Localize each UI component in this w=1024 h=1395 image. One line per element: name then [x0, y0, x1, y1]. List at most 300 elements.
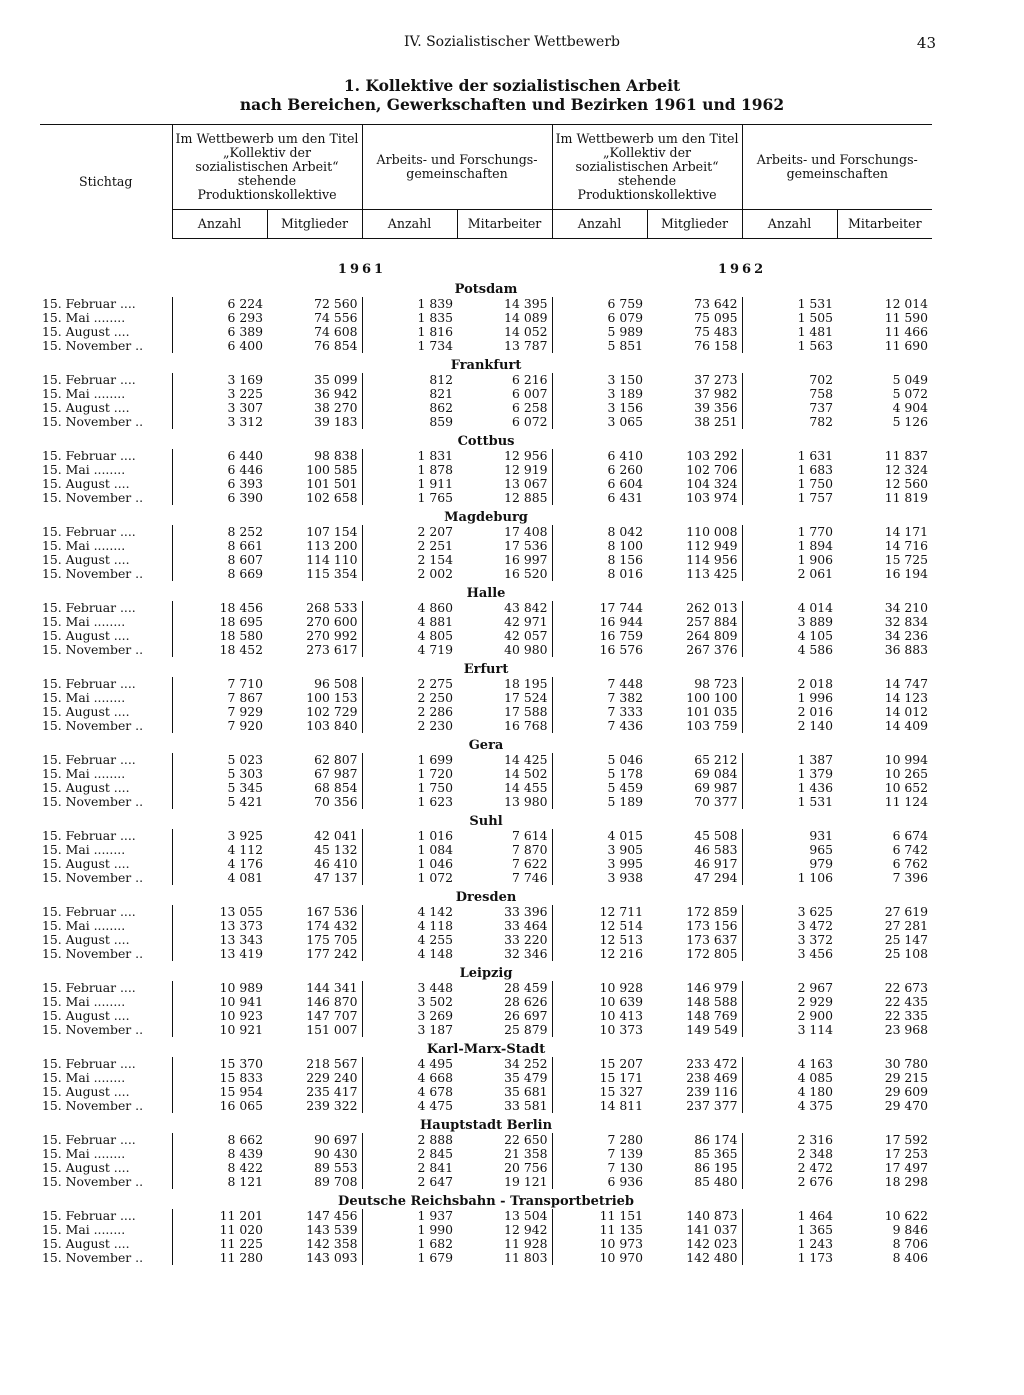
table-cell: 262 013 [686, 600, 738, 615]
table-cell: 10 413 [552, 1009, 647, 1023]
table-row [40, 1057, 932, 1071]
table-cell: 3 472 [742, 919, 837, 933]
table-row [40, 795, 932, 809]
table-cell: 104 324 [686, 476, 738, 491]
table-cell: 12 885 [504, 490, 548, 505]
table-cell: 2 676 [742, 1175, 837, 1189]
table-cell: 140 873 [686, 1208, 738, 1223]
table-row [40, 1099, 932, 1113]
table-cell: 47 137 [314, 870, 358, 885]
table-cell: 6 400 [172, 339, 267, 353]
row-label: 15. November .. [42, 566, 144, 581]
table-cell: 11 819 [884, 490, 929, 505]
table-cell: 36 883 [884, 642, 929, 657]
table-cell: 34 252 [504, 1056, 548, 1071]
table-cell: 6 007 [512, 386, 548, 401]
table-cell: 17 592 [884, 1132, 929, 1147]
table-cell: 4 375 [742, 1099, 837, 1113]
table-cell: 6 390 [172, 491, 267, 505]
table-cell: 28 459 [504, 980, 548, 995]
table-cell: 6 216 [512, 372, 548, 387]
table-cell: 8 156 [552, 553, 647, 567]
table-cell: 100 585 [306, 462, 358, 477]
table-cell: 39 183 [314, 414, 358, 429]
table-cell: 13 067 [504, 476, 548, 491]
district-name: Leipzig [459, 966, 513, 981]
table-cell: 14 409 [884, 718, 929, 733]
table-cell: 72 560 [314, 296, 358, 311]
table-cell: 103 974 [686, 490, 738, 505]
table-cell: 47 294 [694, 870, 738, 885]
table-cell: 15 327 [552, 1085, 647, 1099]
table-cell: 3 225 [172, 387, 267, 401]
table-cell: 32 834 [884, 614, 929, 629]
table-cell: 4 014 [742, 601, 837, 615]
header-sub: Anzahl [552, 210, 647, 239]
table-cell: 3 456 [742, 947, 837, 961]
table-row [40, 477, 932, 491]
table-cell: 931 [742, 829, 837, 843]
table-row [40, 297, 932, 311]
table-cell: 8 121 [172, 1175, 267, 1189]
table-cell: 74 556 [314, 310, 358, 325]
table-cell: 146 979 [686, 980, 738, 995]
table-cell: 1 765 [362, 491, 457, 505]
table-cell: 146 870 [306, 994, 358, 1009]
table-cell: 6 604 [552, 477, 647, 491]
table-row [40, 311, 932, 325]
table-row [40, 767, 932, 781]
table-cell: 1 365 [742, 1223, 837, 1237]
table-cell: 8 661 [172, 539, 267, 553]
table-cell: 86 174 [694, 1132, 738, 1147]
table-cell: 6 260 [552, 463, 647, 477]
table-cell: 5 851 [552, 339, 647, 353]
table-cell: 859 [362, 415, 457, 429]
table-row [40, 1023, 932, 1037]
district-name: Dresden [455, 890, 517, 905]
row-label: 15. Februar .... [42, 980, 136, 995]
table-cell: 42 057 [504, 628, 548, 643]
table-cell: 35 099 [314, 372, 358, 387]
table-cell: 37 273 [694, 372, 738, 387]
table-cell: 12 956 [504, 448, 548, 463]
table-cell: 22 650 [504, 1132, 548, 1147]
table-cell: 3 156 [552, 401, 647, 415]
table-cell: 2 207 [362, 525, 457, 539]
table-cell: 11 928 [504, 1236, 548, 1251]
table-cell: 4 668 [362, 1071, 457, 1085]
table-cell: 96 508 [314, 676, 358, 691]
table-cell: 34 210 [884, 600, 929, 615]
table-row [40, 615, 932, 629]
table-title-line-2: nach Bereichen, Gewerkschaften und Bezirken 1961 und 1962 [239, 95, 785, 114]
table-cell: 3 269 [362, 1009, 457, 1023]
table-title [0, 76, 1024, 114]
row-label: 15. August .... [42, 1008, 130, 1023]
table-cell: 15 833 [172, 1071, 267, 1085]
table-cell: 4 586 [742, 643, 837, 657]
table-cell: 2 016 [742, 705, 837, 719]
row-label: 15. August .... [42, 628, 130, 643]
table-cell: 11 225 [172, 1237, 267, 1251]
table-row [40, 1009, 932, 1023]
table-cell: 4 015 [552, 829, 647, 843]
table-cell: 2 275 [362, 677, 457, 691]
table-cell: 2 002 [362, 567, 457, 581]
table-cell: 8 100 [552, 539, 647, 553]
table-cell: 33 464 [504, 918, 548, 933]
table-cell: 16 520 [504, 566, 548, 581]
district-name: Hauptstadt Berlin [420, 1118, 553, 1133]
row-label: 15. August .... [42, 400, 130, 415]
table-row [40, 539, 932, 553]
table-cell: 7 929 [172, 705, 267, 719]
table-row [40, 719, 932, 733]
table-row [40, 781, 932, 795]
table-cell: 5 459 [552, 781, 647, 795]
table-row [40, 829, 932, 843]
table-cell: 1 757 [742, 491, 837, 505]
table-cell: 89 553 [314, 1160, 358, 1175]
row-label: 15. November .. [42, 414, 144, 429]
table-cell: 5 049 [892, 372, 929, 387]
table-cell: 7 710 [172, 677, 267, 691]
table-row [40, 1147, 932, 1161]
district-name: Magdeburg [444, 510, 528, 525]
table-cell: 8 422 [172, 1161, 267, 1175]
district-header-row [40, 429, 932, 449]
table-cell: 2 250 [362, 691, 457, 705]
table-cell: 1 072 [362, 871, 457, 885]
table-cell: 76 854 [314, 338, 358, 353]
table-cell: 10 989 [172, 981, 267, 995]
row-label: 15. August .... [42, 1236, 130, 1251]
district-name: Deutsche Reichsbahn - Transportbetrieb [338, 1194, 634, 1209]
table-cell: 29 609 [884, 1084, 929, 1099]
table-cell: 15 725 [884, 552, 929, 567]
table-cell: 2 929 [742, 995, 837, 1009]
table-cell: 2 888 [362, 1133, 457, 1147]
table-cell: 148 769 [686, 1008, 738, 1023]
table-cell: 1 839 [362, 297, 457, 311]
table-cell: 38 251 [694, 414, 738, 429]
table-cell: 5 189 [552, 795, 647, 809]
table-cell: 965 [742, 843, 837, 857]
table-cell: 73 642 [694, 296, 738, 311]
table-cell: 3 312 [172, 415, 267, 429]
table-body [40, 239, 932, 1266]
table-cell: 22 435 [884, 994, 929, 1009]
table-cell: 11 135 [552, 1223, 647, 1237]
table-cell: 7 382 [552, 691, 647, 705]
header-sub: Mitarbeiter [457, 210, 552, 239]
table-title-line-1: 1. Kollektive der sozialistischen Arbeit [343, 76, 681, 95]
table-cell: 70 356 [314, 794, 358, 809]
table-cell: 1 016 [362, 829, 457, 843]
table-cell: 142 358 [306, 1236, 358, 1251]
table-cell: 172 805 [686, 946, 738, 961]
row-label: 15. Februar .... [42, 372, 136, 387]
table-cell: 270 600 [306, 614, 358, 629]
table-cell: 3 905 [552, 843, 647, 857]
table-cell: 70 377 [694, 794, 738, 809]
table-cell: 1 531 [742, 795, 837, 809]
table-cell: 7 396 [892, 870, 929, 885]
table-row [40, 947, 932, 961]
header-sub: Mitarbeiter [837, 210, 932, 239]
table-cell: 42 041 [314, 828, 358, 843]
table-cell: 8 406 [892, 1250, 929, 1265]
table-cell: 30 780 [884, 1056, 929, 1071]
table-cell: 8 016 [552, 567, 647, 581]
table-row [40, 567, 932, 581]
table-cell: 5 126 [892, 414, 929, 429]
table-cell: 11 466 [884, 324, 929, 339]
table-cell: 69 987 [694, 780, 738, 795]
table-cell: 114 956 [686, 552, 738, 567]
table-cell: 21 358 [504, 1146, 548, 1161]
table-cell: 143 539 [306, 1222, 358, 1237]
table-cell: 11 837 [884, 448, 929, 463]
district-header-row [40, 505, 932, 525]
row-label: 15. Mai ........ [42, 614, 126, 629]
table-cell: 69 084 [694, 766, 738, 781]
district-header-row [40, 657, 932, 677]
table-cell: 16 576 [552, 643, 647, 657]
table-cell: 141 037 [686, 1222, 738, 1237]
row-label: 15. August .... [42, 932, 130, 947]
row-label: 15. November .. [42, 1022, 144, 1037]
table-cell: 1 699 [362, 753, 457, 767]
table-cell: 14 012 [884, 704, 929, 719]
table-cell: 101 501 [306, 476, 358, 491]
row-label: 15. Mai ........ [42, 766, 126, 781]
table-cell: 4 112 [172, 843, 267, 857]
table-cell: 237 377 [686, 1098, 738, 1113]
table-cell: 6 224 [172, 297, 267, 311]
table-cell: 7 867 [172, 691, 267, 705]
table-cell: 43 842 [504, 600, 548, 615]
table-cell: 75 483 [694, 324, 738, 339]
table-row [40, 415, 932, 429]
table-cell: 15 171 [552, 1071, 647, 1085]
table-cell: 12 513 [552, 933, 647, 947]
table-cell: 1 387 [742, 753, 837, 767]
table-cell: 86 195 [694, 1160, 738, 1175]
header-group-2: Arbeits- und Forschungs-gemeinschaften [362, 125, 552, 210]
table-cell: 25 108 [884, 946, 929, 961]
table-cell: 4 163 [742, 1057, 837, 1071]
table-cell: 17 744 [552, 601, 647, 615]
table-cell: 8 042 [552, 525, 647, 539]
table-cell: 32 346 [504, 946, 548, 961]
table-cell: 10 652 [884, 780, 929, 795]
table-cell: 10 994 [884, 752, 929, 767]
row-label: 15. Februar .... [42, 1056, 136, 1071]
table-cell: 10 373 [552, 1023, 647, 1037]
table-cell: 7 139 [552, 1147, 647, 1161]
row-label: 15. Mai ........ [42, 538, 126, 553]
table-cell: 8 439 [172, 1147, 267, 1161]
table-cell: 45 132 [314, 842, 358, 857]
table-cell: 4 148 [362, 947, 457, 961]
table-cell: 22 335 [884, 1008, 929, 1023]
table-cell: 6 072 [512, 414, 548, 429]
header-sub: Anzahl [362, 210, 457, 239]
row-label: 15. August .... [42, 324, 130, 339]
table-cell: 3 114 [742, 1023, 837, 1037]
table-cell: 10 921 [172, 1023, 267, 1037]
row-label: 15. Mai ........ [42, 462, 126, 477]
table-cell: 18 456 [172, 601, 267, 615]
table-cell: 3 502 [362, 995, 457, 1009]
table-row [40, 857, 932, 871]
table-cell: 173 637 [686, 932, 738, 947]
row-label: 15. November .. [42, 946, 144, 961]
table-cell: 11 151 [552, 1209, 647, 1223]
row-label: 15. November .. [42, 490, 144, 505]
table-cell: 142 023 [686, 1236, 738, 1251]
table-cell: 239 322 [306, 1098, 358, 1113]
row-label: 15. August .... [42, 552, 130, 567]
table-cell: 16 194 [884, 566, 929, 581]
table-cell: 1 720 [362, 767, 457, 781]
table-cell: 11 020 [172, 1223, 267, 1237]
table-cell: 1 770 [742, 525, 837, 539]
row-label: 15. Februar .... [42, 296, 136, 311]
row-label: 15. Mai ........ [42, 690, 126, 705]
table-cell: 6 258 [512, 400, 548, 415]
table-cell: 23 968 [884, 1022, 929, 1037]
table-cell: 22 673 [884, 980, 929, 995]
table-cell: 90 697 [314, 1132, 358, 1147]
table-cell: 112 949 [686, 538, 738, 553]
table-row [40, 629, 932, 643]
row-label: 15. Februar .... [42, 1208, 136, 1223]
table-cell: 110 008 [686, 524, 738, 539]
table-cell: 5 989 [552, 325, 647, 339]
district-name: Karl-Marx-Stadt [426, 1042, 546, 1057]
year-row [40, 239, 932, 278]
table-cell: 273 617 [306, 642, 358, 657]
table-row [40, 387, 932, 401]
table-cell: 14 425 [504, 752, 548, 767]
table-row [40, 1085, 932, 1099]
table-cell: 6 759 [552, 297, 647, 311]
table-cell: 5 421 [172, 795, 267, 809]
table-cell: 5 046 [552, 753, 647, 767]
district-header-row [40, 1113, 932, 1133]
table-cell: 28 626 [504, 994, 548, 1009]
table-cell: 264 809 [686, 628, 738, 643]
table-cell: 218 567 [306, 1056, 358, 1071]
table-cell: 5 023 [172, 753, 267, 767]
table-cell: 3 187 [362, 1023, 457, 1037]
header-sub: Anzahl [172, 210, 267, 239]
table-cell: 65 212 [694, 752, 738, 767]
table-cell: 1 996 [742, 691, 837, 705]
row-label: 15. November .. [42, 338, 144, 353]
row-label: 15. Mai ........ [42, 1146, 126, 1161]
table-cell: 3 065 [552, 415, 647, 429]
table-cell: 702 [742, 373, 837, 387]
table-cell: 1 682 [362, 1237, 457, 1251]
table-cell: 46 583 [694, 842, 738, 857]
table-cell: 2 140 [742, 719, 837, 733]
table-cell: 238 469 [686, 1070, 738, 1085]
table-cell: 102 706 [686, 462, 738, 477]
table-cell: 149 549 [686, 1022, 738, 1037]
table-cell: 17 588 [504, 704, 548, 719]
table-cell: 10 970 [552, 1251, 647, 1265]
table-cell: 102 729 [306, 704, 358, 719]
table-cell: 25 879 [504, 1022, 548, 1037]
table-cell: 7 130 [552, 1161, 647, 1175]
table-cell: 7 746 [512, 870, 548, 885]
table-cell: 114 110 [306, 552, 358, 567]
table-cell: 4 719 [362, 643, 457, 657]
row-label: 15. Mai ........ [42, 918, 126, 933]
table-cell: 8 607 [172, 553, 267, 567]
table-row [40, 401, 932, 415]
table-cell: 2 647 [362, 1175, 457, 1189]
table-cell: 13 980 [504, 794, 548, 809]
table-cell: 3 925 [172, 829, 267, 843]
table-cell: 4 176 [172, 857, 267, 871]
table-cell: 7 448 [552, 677, 647, 691]
row-label: 15. Februar .... [42, 1132, 136, 1147]
table-cell: 14 811 [552, 1099, 647, 1113]
row-label: 15. November .. [42, 1174, 144, 1189]
table-cell: 102 658 [306, 490, 358, 505]
table-cell: 18 580 [172, 629, 267, 643]
table-cell: 1 464 [742, 1209, 837, 1223]
table-cell: 1 831 [362, 449, 457, 463]
row-label: 15. November .. [42, 1098, 144, 1113]
row-label: 15. August .... [42, 476, 130, 491]
row-label: 15. November .. [42, 1250, 144, 1265]
table-header [40, 125, 932, 239]
table-cell: 42 971 [504, 614, 548, 629]
table-cell: 98 838 [314, 448, 358, 463]
table-row [40, 1175, 932, 1189]
row-label: 15. Februar .... [42, 828, 136, 843]
district-header-row [40, 581, 932, 601]
table-cell: 2 845 [362, 1147, 457, 1161]
table-cell: 103 292 [686, 448, 738, 463]
table-cell: 11 590 [884, 310, 929, 325]
table-cell: 45 508 [694, 828, 738, 843]
year-label-1962: 1962 [717, 262, 767, 277]
district-header-row [40, 885, 932, 905]
table-row [40, 843, 932, 857]
table-cell: 5 345 [172, 781, 267, 795]
table-cell: 10 622 [884, 1208, 929, 1223]
table-row [40, 325, 932, 339]
table-cell: 4 904 [892, 400, 929, 415]
table-cell: 177 242 [306, 946, 358, 961]
table-cell: 15 954 [172, 1085, 267, 1099]
table-cell: 229 240 [306, 1070, 358, 1085]
header-sub: Mitglieder [647, 210, 742, 239]
table-cell: 3 625 [742, 905, 837, 919]
table-row [40, 553, 932, 567]
table-cell: 1 734 [362, 339, 457, 353]
table-cell: 16 997 [504, 552, 548, 567]
table-cell: 18 452 [172, 643, 267, 657]
table-cell: 17 497 [884, 1160, 929, 1175]
